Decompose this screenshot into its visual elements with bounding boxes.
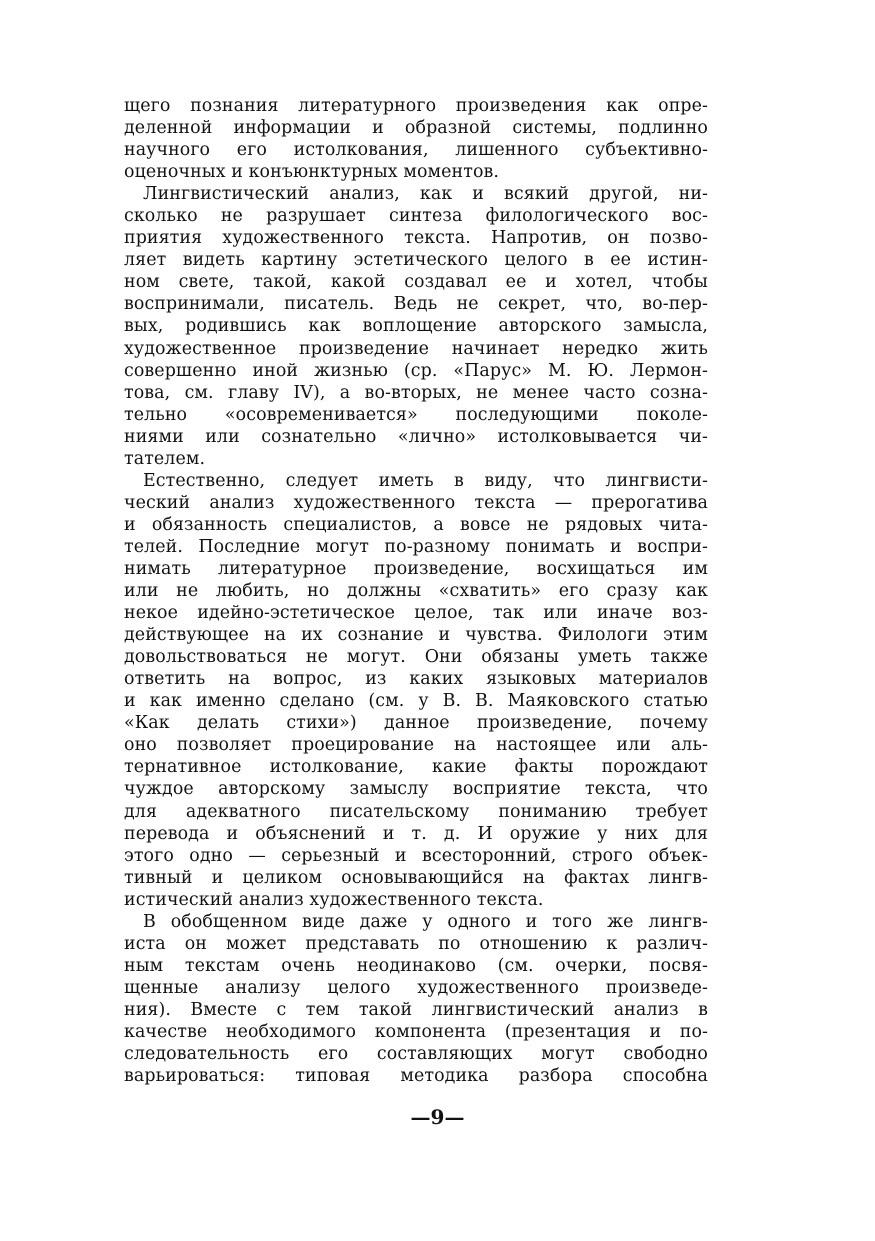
text-line: сколько не разрушает синтеза филологического вос-: [124, 206, 708, 227]
text-line: качестве необходимого компонента (презентация и по-: [124, 1021, 708, 1042]
text-line: ляет видеть картину эстетического целого в ее истин-: [124, 250, 708, 271]
text-line: Естественно, следует иметь в виду, что лингвисти-: [143, 470, 708, 491]
text-line: ном свете, такой, какой создавал ее и хотел, чтобы: [124, 272, 708, 293]
text-line: ным текстам очень неодинаково (см. очерки, посвя-: [124, 955, 708, 976]
text-line: тельно «осовременивается» последующими поколе-: [124, 404, 708, 425]
text-line: тателем.: [124, 448, 206, 469]
text-line: нимать литературное произведение, восхищаться им: [124, 558, 708, 579]
text-line: для адекватного писательскому пониманию требует: [124, 801, 708, 822]
text-line: приятия художественного текста. Напротив, он позво-: [124, 228, 708, 249]
text-line: ниями или сознательно «лично» истолковывается чи-: [124, 426, 708, 447]
text-line: и обязанность специалистов, а вовсе не рядовых чита-: [124, 514, 708, 535]
text-line: В обобщенном виде даже у одного и того же лингв-: [143, 911, 708, 932]
text-line: некое идейно-эстетическое целое, так или иначе воз-: [124, 603, 708, 624]
text-line: тивный и целиком основывающийся на фактах лингв-: [124, 867, 708, 888]
text-line: совершенно иной жизнью (ср. «Парус» М. Ю. Лермон-: [124, 360, 708, 381]
body-text: [124, 95, 708, 1087]
text-line: това, см. главу IV), а во-вторых, не менее часто созна-: [124, 382, 708, 403]
text-line: оно позволяет проецирование на настоящее или аль-: [124, 735, 708, 756]
text-line: чуждое авторскому замыслу восприятие текста, что: [124, 779, 708, 800]
paragraph: [124, 95, 708, 183]
paragraph: [124, 470, 708, 911]
text-line: щенные анализу целого художественного произведе-: [124, 977, 708, 998]
paragraph: [124, 183, 708, 470]
text-line: этого одно — серьезный и всесторонний, строго объек-: [124, 845, 708, 866]
text-line: иста он может представать по отношению к различ-: [124, 933, 708, 954]
text-line: ответить на вопрос, из каких языковых материалов: [124, 669, 708, 690]
text-line: перевода и объяснений и т. д. И оружие у них для: [124, 823, 708, 844]
text-line: тернативное истолкование, какие факты порождают: [124, 757, 708, 778]
paragraph: [124, 911, 708, 1087]
text-line: действующее на их сознание и чувства. Филологи этим: [124, 625, 708, 646]
text-line: истический анализ художественного текста.: [124, 889, 544, 910]
text-line: оценочных и конъюнктурных моментов.: [124, 162, 500, 183]
text-line: или не любить, но должны «схватить» его сразу как: [124, 581, 708, 602]
text-line: щего познания литературного произведения как опре-: [124, 96, 708, 116]
text-line: ния). Вместе с тем такой лингвистический анализ в: [124, 999, 708, 1020]
text-line: художественное произведение начинает нередко жить: [124, 338, 708, 359]
text-line: телей. Последние могут по-разному понимать и воспри-: [124, 536, 708, 557]
text-line: следовательность его составляющих могут свободно: [124, 1044, 708, 1065]
text-line: ческий анализ художественного текста — прерогатива: [124, 492, 708, 513]
text-line: вых, родившись как воплощение авторского замысла,: [124, 316, 708, 337]
text-line: «Как делать стихи») данное произведение, почему: [124, 713, 708, 734]
page-number: —9—: [410, 1105, 465, 1129]
text-line: довольствоваться не могут. Они обязаны уметь также: [124, 647, 708, 668]
text-line: варьироваться: типовая методика разбора способна: [124, 1066, 708, 1087]
text-line: деленной информации и образной системы, подлинно: [124, 118, 708, 139]
text-line: воспринимали, писатель. Ведь не секрет, что, во-пер-: [124, 294, 708, 315]
text-line: научного его истолкования, лишенного субъективно-: [124, 140, 708, 161]
text-line: и как именно сделано (см. у В. В. Маяковского статью: [124, 691, 708, 712]
text-line: Лингвистический анализ, как и всякий другой, ни-: [143, 184, 708, 205]
